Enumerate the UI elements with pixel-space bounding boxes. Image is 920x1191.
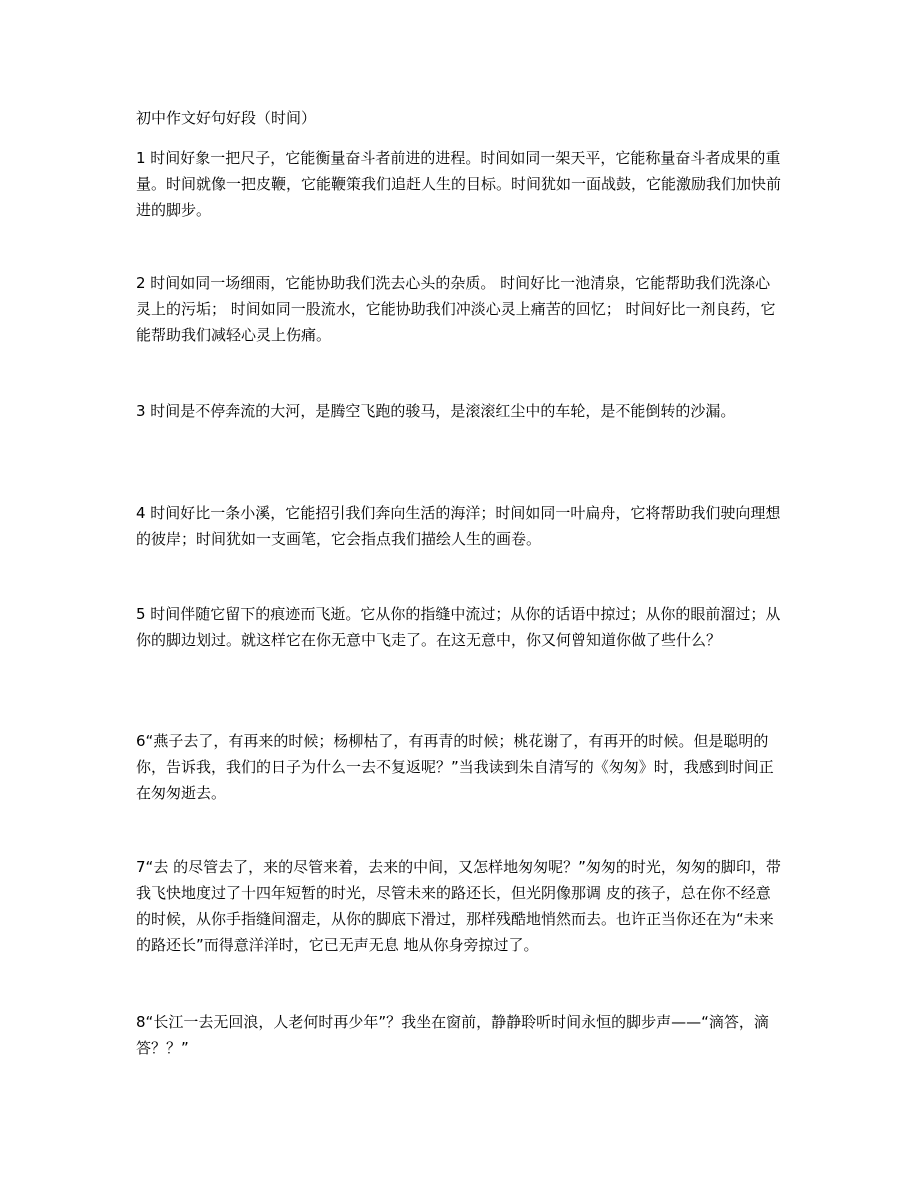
paragraph-6: 6“燕子去了，有再来的时候；杨柳枯了，有再青的时候；桃花谢了，有再开的时候。但是聪明的你，告诉我，我们的日子为什么一去不复返呢？”当我读到朱自清写的《匆匆》时，我感到时间正在匆匆逝去。 bbox=[136, 732, 774, 802]
paragraph-7: 7“去 的尽管去了，来的尽管来着，去来的中间，又怎样地匆匆呢？”匆匆的时光，匆匆的脚印，带我飞快地度过了十四年短暂的时光，尽管未来的路还长，但光阴像那调 皮的孩子，总在你不经意的时候，从你手指缝间溜走，从你的脚底下滑过，那样残酷地悄然而去。也许正当你还在为“未来的路还长”而得意洋洋时，它已无声无息 地从你身旁掠过了。 bbox=[136, 858, 781, 954]
document-title: 初中作文好句好段（时间） bbox=[136, 109, 317, 127]
paragraph-5: 5 时间伴随它留下的痕迹而飞逝。它从你的指缝中流过；从你的话语中掠过；从你的眼前溜过；从你的脚边划过。就这样它在你无意中飞走了。在这无意中，你又何曾知道你做了些什么？ bbox=[136, 605, 781, 649]
paragraph-8: 8“长江一去无回浪，人老何时再少年”？我坐在窗前，静静聆听时间永恒的脚步声——“滴答，滴答？？” bbox=[136, 1013, 769, 1057]
paragraph-2: 2 时间如同一场细雨，它能协助我们洗去心头的杂质。 时间好比一池清泉，它能帮助我们洗涤心灵上的污垢； 时间如同一股流水，它能协助我们冲淡心灵上痛苦的回忆； 时间好比一剂良药，它能帮助我们减轻心灵上伤痛。 bbox=[136, 274, 776, 344]
paragraph-1: 1 时间好象一把尺子，它能衡量奋斗者前进的进程。时间如同一架天平，它能称量奋斗者成果的重量。时间就像一把皮鞭，它能鞭策我们追赶人生的目标。时间犹如一面战鼓，它能激励我们加快前进的脚步。 bbox=[136, 149, 782, 219]
paragraph-3: 3 时间是不停奔流的大河，是腾空飞跑的骏马，是滚滚红尘中的车轮，是不能倒转的沙漏。 bbox=[136, 402, 736, 420]
paragraph-4: 4 时间好比一条小溪，它能招引我们奔向生活的海洋；时间如同一叶扁舟，它将帮助我们驶向理想的彼岸；时间犹如一支画笔，它会指点我们描绘人生的画卷。 bbox=[136, 504, 781, 548]
